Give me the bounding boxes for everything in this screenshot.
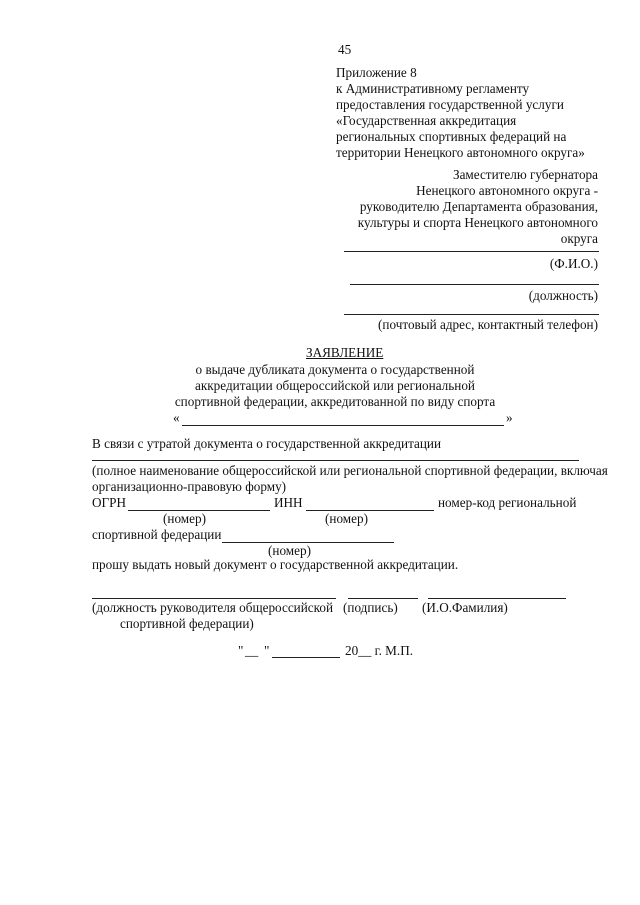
signature-line[interactable] <box>348 598 418 599</box>
doc-title <box>170 362 500 410</box>
annex-line: предоставления государственной услуги <box>336 97 564 112</box>
addressee-line: Заместителю губернатора <box>452 167 598 182</box>
signature-position-hint: спортивной федерации) <box>120 616 254 631</box>
annex-line: региональных спортивных федераций на <box>336 129 567 144</box>
annex-line: Приложение 8 <box>336 65 417 80</box>
request-text: прошу выдать новый документ о государственной аккредитации. <box>92 557 459 572</box>
signature-name-line[interactable] <box>428 598 566 599</box>
ogrn-label: ОГРН <box>92 495 127 510</box>
sport-line[interactable] <box>182 425 504 426</box>
sport-close-quote: » <box>506 410 513 425</box>
signature-position-line[interactable] <box>92 598 336 599</box>
date-day-blank: __ <box>245 643 259 658</box>
fullname-hint: организационно-правовую форму) <box>92 479 287 494</box>
federation-label: спортивной федерации <box>92 527 222 542</box>
signature-sign-hint: (подпись) <box>343 600 398 615</box>
loss-text: В связи с утратой документа о государственной аккредитации <box>92 436 442 451</box>
fio-label: (Ф.И.О.) <box>549 256 598 271</box>
fullname-hint: (полное наименование общероссийской или региональной спортивной федерации, включая <box>92 463 608 478</box>
inn-label: ИНН <box>274 495 303 510</box>
title-line: аккредитации общероссийской или региональной <box>195 378 475 393</box>
addressee-line: округа <box>560 231 598 246</box>
date-month-line[interactable] <box>272 657 340 658</box>
sport-open-quote: « <box>173 410 180 425</box>
title-line: о выдаче дубликата документа о государственной <box>195 362 475 377</box>
federation-number-hint: (номер) <box>268 543 311 558</box>
addressee-line: Ненецкого автономного округа - <box>416 183 598 198</box>
signature-position-hint: (должность руководителя общероссийской <box>92 600 334 615</box>
address-line[interactable] <box>344 314 599 315</box>
ogrn-number-hint: (номер) <box>163 511 206 526</box>
doc-heading: ЗАЯВЛЕНИЕ <box>306 345 384 360</box>
annex-line: к Административному регламенту <box>336 81 530 96</box>
inn-number-hint: (номер) <box>325 511 368 526</box>
signature-name-hint: (И.О.Фамилия) <box>422 600 508 615</box>
addressee-line: руководителю Департамента образования, <box>359 199 598 214</box>
position-label: (должность) <box>528 288 598 303</box>
position-line[interactable] <box>350 284 599 285</box>
annex-line: территории Ненецкого автономного округа» <box>336 145 585 160</box>
annex-line: «Государственная аккредитация <box>336 113 517 128</box>
regcode-label: номер-код региональной <box>438 495 577 510</box>
address-label: (почтовый адрес, контактный телефон) <box>378 317 598 332</box>
date-quote-open: " <box>238 643 244 658</box>
fullname-line[interactable] <box>92 460 579 461</box>
annex-block <box>336 65 585 161</box>
addressee-block <box>358 167 598 247</box>
date-quote-close: " <box>264 643 270 658</box>
fio-line[interactable] <box>344 251 599 252</box>
title-line: спортивной федерации, аккредитованной по виду спорта <box>174 394 496 409</box>
date-year: 20__ г. М.П. <box>345 643 414 658</box>
addressee-line: культуры и спорта Ненецкого автономного <box>357 215 598 230</box>
page-number: 45 <box>338 42 352 57</box>
